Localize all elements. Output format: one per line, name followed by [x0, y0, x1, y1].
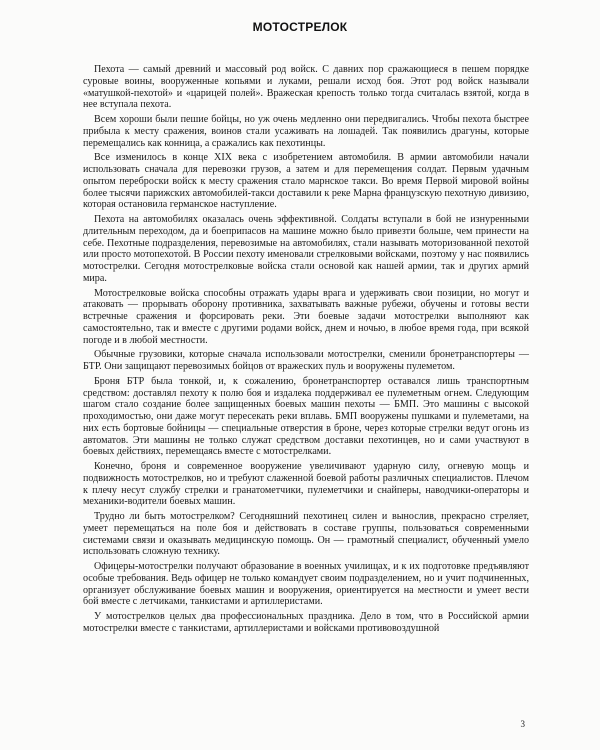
paragraph: У мотострелков целых два профессиональных праздника. Дело в том, что в Российской армии мотострелки вместе с танкистами, артиллеристами и войсками противовоздушной [83, 611, 529, 634]
article-body [83, 64, 529, 638]
paragraph: Броня БТР была тонкой, и, к сожалению, бронетранспортер оставался лишь транспортным средством: доставлял пехоту к полю боя и издалека поддерживал ее пулеметным огнем. Следующим шагом стало создание более защищенных боевых машин пехоты — БМП. Это машины с высокой проходимостью, они даже могут пересекать реки вплавь. БМП вооружены пушками и пулеметами, на них есть бортовые бойницы — специальные отверстия в броне, через которые стрелки ведут огонь из автоматов. Эти машины не только служат средством доставки пехотинцев, но и сами участвуют в боевых действиях, перемещаясь вместе с мотострелками. [83, 375, 529, 458]
paragraph: Пехота на автомобилях оказалась очень эффективной. Солдаты вступали в бой не изнуренными длительным переходом, да и боеприпасов на машине можно было привезти больше, чем принести на себе. Пехотные подразделения, перевозимые на автомобилях, стали называть моторизованной пехотой или просто мотопехотой. В России пехоту именовали стрелковыми войсками, поэтому у нас появились мотострелки. Сегодня мотострелковые войска стали основой как нашей армии, так и других армий мира. [83, 214, 529, 284]
paragraph: Конечно, броня и современное вооружение увеличивают ударную силу, огневую мощь и подвижность мотострелков, но и требуют слаженной боевой работы различных специалистов. Плечом к плечу несут службу стрелки и гранатометчики, пулеметчики и снайперы, наводчики-операторы и механики-водители боевых машин. [83, 461, 529, 508]
paragraph: Пехота — самый древний и массовый род войск. С давних пор сражающиеся в пешем порядке суровые воины, вооруженные копьями и луками, решали исход боя. Этот род войск называли «матушкой-пехотой» и «царицей полей». Вражеская крепость только тогда считалась взятой, когда в нее вступала пехота. [83, 64, 529, 111]
paragraph: Все изменилось в конце XIX века с изобретением автомобиля. В армии автомобили начали использовать сначала для перевозки грузов, а затем и для перемещения солдат. Первым удачным опытом переброски войск к месту сражения стало марнское такси. Во время Первой мировой войны более тысячи парижских автомобилей-такси доставили к реке Марна французскую пехотную дивизию, которая остановила германское наступление. [83, 152, 529, 211]
paragraph: Мотострелковые войска способны отражать удары врага и удерживать свои позиции, но могут и атаковать — прорывать оборону противника, захватывать важные рубежи, обучены и готовы вести встречные сражения и форсировать реки. Эти боевые задачи мотострелки выполняют как самостоятельно, так и вместе с другими родами войск, днем и ночью, в любое время года, при всякой погоде и в любой местности. [83, 287, 529, 346]
paragraph: Всем хороши были пешие бойцы, но уж очень медленно они передвигались. Чтобы пехота быстрее прибыла к месту сражения, воинов стали усаживать на лошадей. Так появились драгуны, которые перемещались как конница, а сражались как пехотинцы. [83, 114, 529, 149]
paragraph: Трудно ли быть мотострелком? Сегодняшний пехотинец силен и вынослив, прекрасно стреляет, умеет перемещаться на поле боя и действовать в составе группы, пользоваться современными системами связи и оказывать медицинскую помощь. Он — грамотный специалист, обученный умело использовать сложную технику. [83, 511, 529, 558]
page-number: 3 [520, 719, 525, 729]
paragraph: Офицеры-мотострелки получают образование в военных училищах, и к их подготовке предъявляют особые требования. Ведь офицер не только командует своим подразделением, но и учит подчиненных, организует обслуживание боевых машин и вооружения, ориентируется на местности и умеет вести бой вместе с летчиками, танкистами и артиллеристами. [83, 561, 529, 608]
paragraph: Обычные грузовики, которые сначала использовали мотострелки, сменили бронетранспортеры — БТР. Они защищают перевозимых бойцов от вражеских пуль и вооружены пулеметом. [83, 349, 529, 372]
page-title: МОТОСТРЕЛОК [252, 20, 348, 34]
